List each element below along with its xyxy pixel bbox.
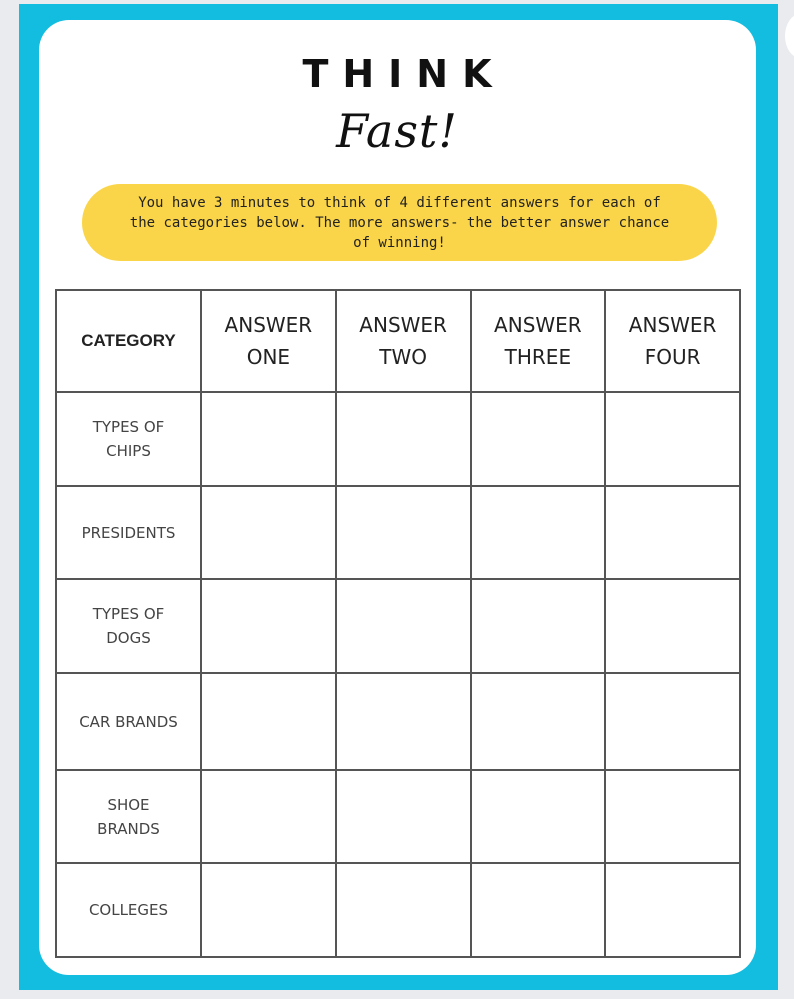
answer-header-line2: FOUR: [644, 345, 701, 369]
category-label-line1: TYPES OF: [92, 418, 165, 436]
category-label-line2: CHIPS: [106, 442, 151, 460]
answer-cell[interactable]: [201, 863, 336, 957]
answer-header-line1: ANSWER: [359, 313, 447, 337]
instructions-banner: [82, 184, 717, 261]
answer-cell[interactable]: [336, 673, 471, 770]
category-label-line2: DOGS: [106, 629, 151, 647]
answer-cell[interactable]: [471, 392, 606, 486]
answer-header-line1: ANSWER: [628, 313, 717, 337]
answer-cell[interactable]: [471, 579, 606, 673]
answer-cell[interactable]: [605, 673, 740, 770]
answer-three-header: [471, 290, 606, 392]
answer-cell[interactable]: [201, 673, 336, 770]
answer-cell[interactable]: [471, 863, 606, 957]
category-label-line1: SHOE: [107, 795, 150, 814]
answer-cell[interactable]: [336, 863, 471, 957]
answer-cell[interactable]: [605, 579, 740, 673]
category-cell-colleges: [56, 863, 201, 957]
table-row: [56, 673, 740, 770]
answer-header-line2: ONE: [246, 345, 291, 369]
title-fast: Fast!: [336, 104, 458, 158]
answer-cell[interactable]: [336, 486, 471, 579]
answer-cell[interactable]: [336, 770, 471, 863]
answer-two-header: [336, 290, 471, 392]
answer-cell[interactable]: [201, 579, 336, 673]
instructions-text: You have 3 minutes to think of 4 different answers for each of the categories below. The more answers- the better answer chance of winning!: [129, 194, 670, 251]
answer-cell[interactable]: [471, 770, 606, 863]
answer-cell[interactable]: [336, 392, 471, 486]
category-label-line1: CAR BRANDS: [79, 712, 178, 731]
category-label-line1: TYPES OF: [92, 605, 165, 623]
category-label-line1: COLLEGES: [88, 901, 169, 919]
answer-cell[interactable]: [336, 579, 471, 673]
category-label-line1: PRESIDENTS: [81, 523, 176, 542]
table-row: [56, 770, 740, 863]
answer-header-line2: TWO: [379, 345, 427, 369]
table-row: [56, 486, 740, 579]
answer-cell[interactable]: [605, 392, 740, 486]
answer-cell[interactable]: [605, 486, 740, 579]
answer-header-line2: THREE: [504, 345, 572, 369]
category-cell-chips: [56, 392, 201, 486]
category-label-line2: BRANDS: [97, 819, 160, 838]
answer-grid: [55, 289, 741, 958]
answer-cell[interactable]: [471, 673, 606, 770]
answer-cell[interactable]: [605, 863, 740, 957]
answer-header-line1: ANSWER: [224, 313, 313, 337]
category-cell-presidents: [56, 486, 201, 579]
answer-cell[interactable]: [605, 770, 740, 863]
answer-cell[interactable]: [201, 392, 336, 486]
answer-cell[interactable]: [201, 486, 336, 579]
category-cell-dogs: [56, 579, 201, 673]
category-cell-car-brands: [56, 673, 201, 770]
table-row: [56, 863, 740, 957]
category-header: CATEGORY: [56, 290, 201, 392]
answer-cell[interactable]: [471, 486, 606, 579]
title-think: THINK: [302, 52, 506, 96]
header-row: [56, 290, 740, 392]
answer-cell[interactable]: [201, 770, 336, 863]
answer-four-header: [605, 290, 740, 392]
table-row: [56, 579, 740, 673]
category-cell-shoe-brands: [56, 770, 201, 863]
answer-one-header: [201, 290, 336, 392]
table-row: [56, 392, 740, 486]
answer-header-line1: ANSWER: [494, 313, 582, 337]
